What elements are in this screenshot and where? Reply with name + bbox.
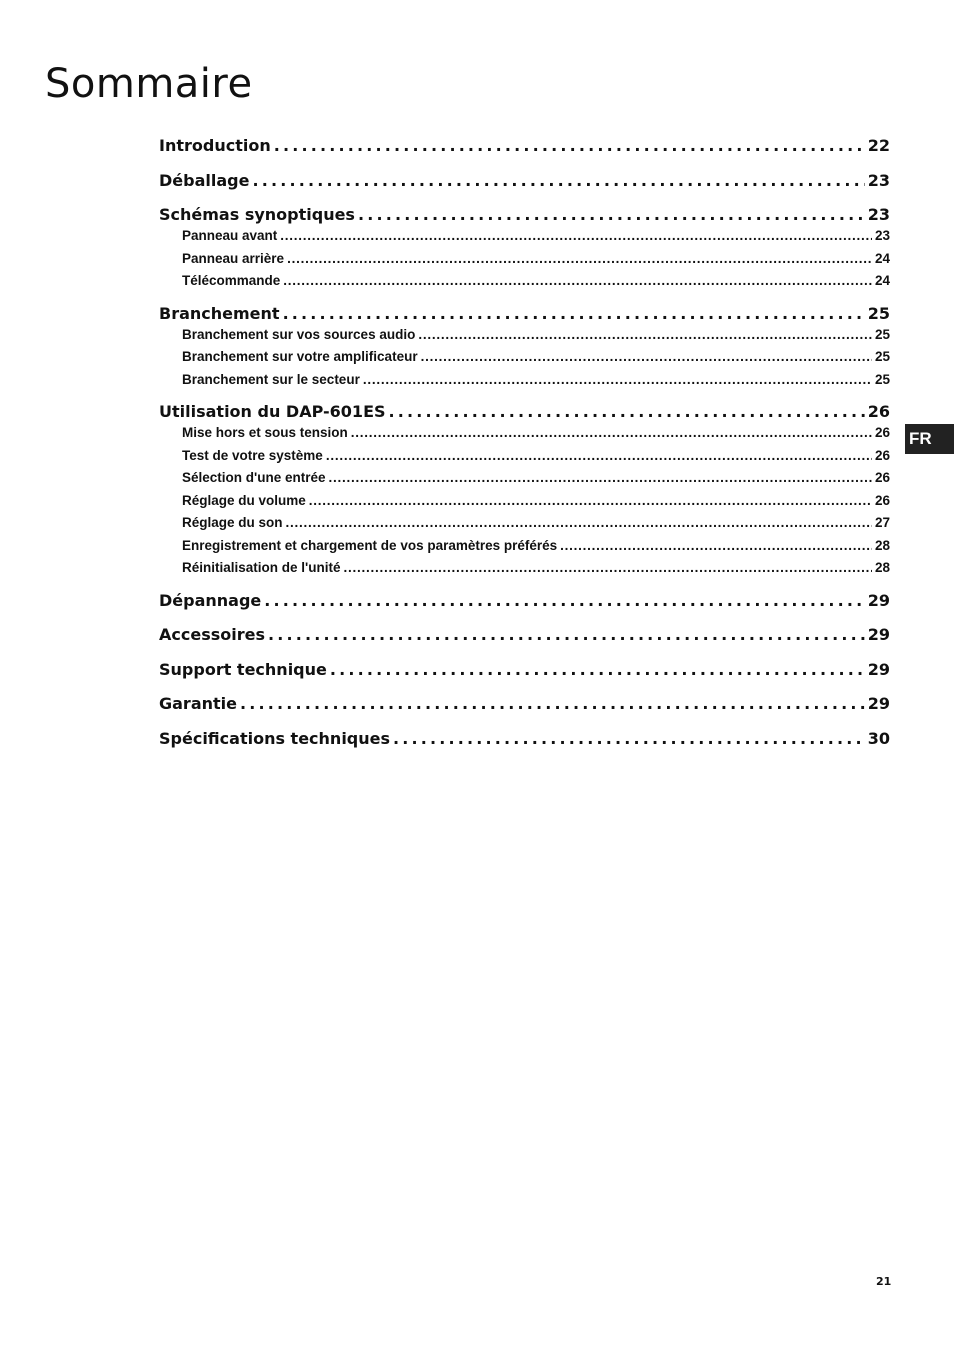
toc-entry-title: Introduction (159, 136, 271, 155)
dot-leader (389, 402, 865, 422)
toc-subentry-panneau-arriere[interactable] (159, 250, 890, 267)
dot-leader (351, 424, 872, 441)
language-tab[interactable]: FR (905, 424, 954, 454)
toc-entry-page: 29 (867, 590, 890, 610)
dot-leader (274, 136, 865, 156)
toc-subentry-title: Test de votre système (182, 447, 323, 463)
toc-entry-page: 29 (867, 625, 890, 644)
toc-entry-specifications[interactable] (159, 729, 890, 749)
toc-entry-utilisation[interactable] (159, 402, 890, 422)
toc-entry-title: Dépannage (159, 590, 262, 610)
toc-subentry-title: Panneau avant (182, 228, 278, 243)
toc-subentry-title: Télécommande (182, 273, 281, 288)
toc-subentry-title: Branchement sur vos sources audio (182, 326, 416, 342)
page-title: Sommaire (45, 61, 253, 107)
toc-subentry-page: 24 (874, 250, 890, 266)
toc-entry-title: Support technique (159, 659, 327, 679)
toc-entry-deballage[interactable] (159, 171, 890, 191)
toc-subentry-page: 25 (874, 326, 890, 342)
table-of-contents (159, 130, 890, 749)
toc-subentry-page: 25 (874, 371, 890, 387)
toc-subentry-title: Mise hors et sous tension (182, 425, 348, 440)
toc-entry-schemas-synoptiques[interactable] (159, 205, 890, 225)
dot-leader (268, 625, 865, 645)
toc-entry-title: Garantie (159, 694, 237, 713)
toc-subentry-page: 28 (874, 560, 890, 575)
toc-subentry-title: Réglage du son (182, 515, 283, 530)
toc-subentry-selection-entree[interactable] (159, 469, 890, 486)
dot-leader (283, 272, 872, 289)
toc-subentry-page: 25 (874, 349, 890, 364)
toc-entry-page: 26 (867, 402, 890, 421)
toc-subentry-mise-hors-tension[interactable] (159, 424, 890, 441)
dot-leader (286, 514, 872, 531)
toc-entry-support-technique[interactable] (159, 660, 890, 680)
toc-subentry-sources-audio[interactable] (159, 326, 890, 343)
dot-leader (326, 447, 872, 464)
toc-entry-title: Branchement (159, 303, 280, 323)
dot-leader (363, 371, 872, 388)
toc-subentry-title: Enregistrement et chargement de vos paramètres préférés (182, 537, 558, 553)
toc-subentry-title: Réglage du volume (182, 492, 306, 508)
toc-entry-title: Spécifications techniques (159, 728, 391, 748)
toc-entry-title: Utilisation du DAP-601ES (159, 402, 386, 421)
toc-subentry-reinitialisation[interactable] (159, 559, 890, 576)
toc-entry-page: 25 (867, 303, 890, 323)
dot-leader (287, 250, 872, 267)
toc-subentry-title: Branchement sur le secteur (182, 371, 360, 387)
toc-subentry-page: 27 (874, 515, 890, 530)
toc-subentry-page: 23 (874, 228, 890, 243)
toc-subentry-title: Branchement sur votre amplificateur (182, 349, 418, 364)
toc-subentry-enregistrement-parametres[interactable] (159, 537, 890, 554)
toc-subentry-amplificateur[interactable] (159, 348, 890, 365)
toc-entry-page: 29 (867, 659, 890, 679)
dot-leader (343, 559, 871, 576)
toc-subentry-page: 26 (874, 470, 890, 485)
dot-leader (421, 348, 872, 365)
dot-leader (393, 729, 865, 749)
toc-entry-page: 22 (867, 136, 890, 155)
toc-subentry-title: Panneau arrière (182, 250, 285, 266)
dot-leader (283, 304, 865, 324)
dot-leader (329, 469, 872, 486)
toc-subentry-test-systeme[interactable] (159, 447, 890, 464)
toc-subentry-page: 26 (874, 492, 890, 508)
toc-entry-garantie[interactable] (159, 694, 890, 714)
toc-entry-branchement[interactable] (159, 304, 890, 324)
toc-entry-depannage[interactable] (159, 591, 890, 611)
toc-subentry-secteur[interactable] (159, 371, 890, 388)
toc-entry-page: 23 (867, 170, 890, 190)
dot-leader (418, 326, 872, 343)
toc-subentry-panneau-avant[interactable] (159, 227, 890, 244)
toc-subentry-page: 24 (874, 273, 890, 288)
toc-entry-page: 30 (867, 728, 890, 748)
toc-subentry-page: 26 (874, 447, 890, 463)
dot-leader (240, 694, 865, 714)
dot-leader (264, 591, 864, 611)
dot-leader (560, 537, 872, 554)
dot-leader (358, 205, 865, 225)
toc-subentry-page: 26 (874, 425, 890, 440)
toc-entry-introduction[interactable] (159, 136, 890, 156)
toc-entry-page: 29 (867, 694, 890, 713)
toc-entry-title: Schémas synoptiques (159, 205, 355, 224)
dot-leader (330, 660, 865, 680)
toc-entry-title: Accessoires (159, 625, 265, 644)
toc-subentry-reglage-son[interactable] (159, 514, 890, 531)
toc-subentry-telecommande[interactable] (159, 272, 890, 289)
toc-entry-accessoires[interactable] (159, 625, 890, 645)
toc-entry-page: 23 (867, 205, 890, 224)
toc-subentry-page: 28 (874, 537, 890, 553)
toc-subentry-title: Sélection d'une entrée (182, 470, 326, 485)
dot-leader (280, 227, 872, 244)
dot-leader (309, 492, 872, 509)
page-number: 21 (876, 1275, 892, 1288)
toc-subentry-reglage-volume[interactable] (159, 492, 890, 509)
toc-entry-title: Déballage (159, 170, 250, 190)
dot-leader (252, 171, 864, 191)
toc-subentry-title: Réinitialisation de l'unité (182, 560, 341, 575)
